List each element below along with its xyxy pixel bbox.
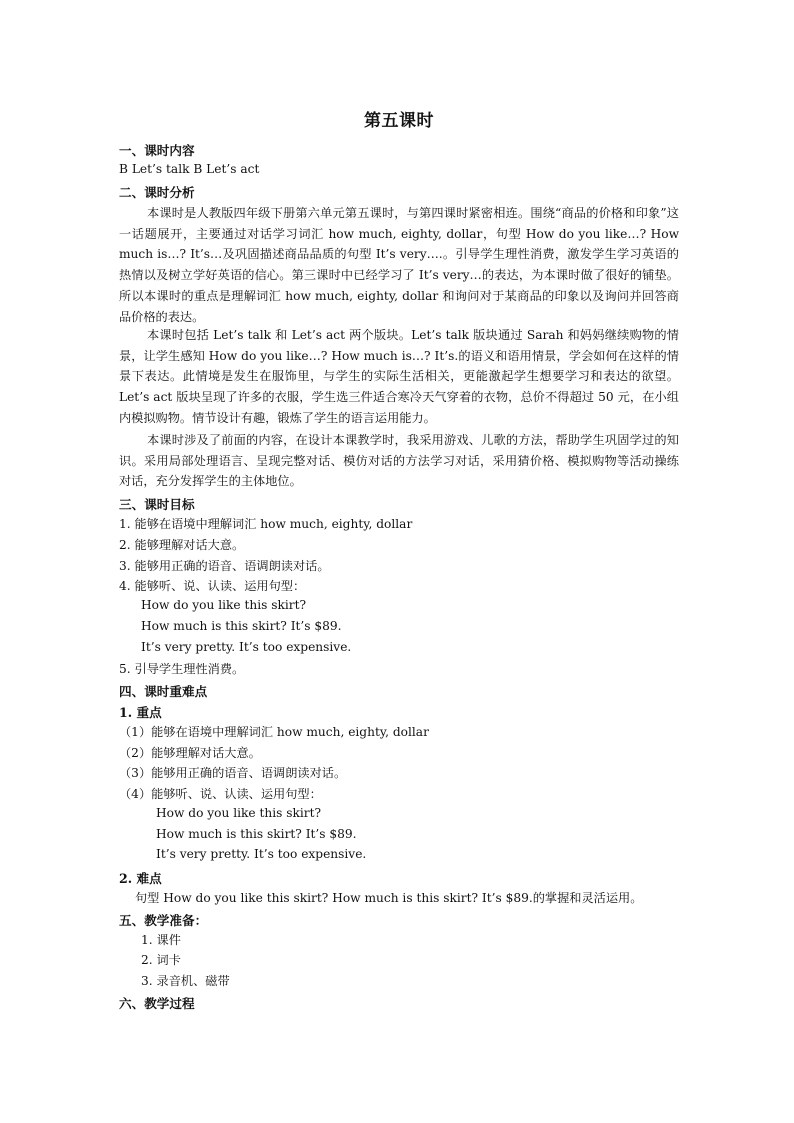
prep-item: 3. 录音机、磁带 bbox=[141, 974, 230, 988]
section-4-heading: 四、课时重难点 bbox=[119, 684, 208, 699]
section-5-heading: 五、教学准备： bbox=[119, 913, 208, 928]
key-point-pattern: It’s very pretty. It’s too expensive. bbox=[156, 847, 367, 861]
section-3-heading: 三、课时目标 bbox=[119, 497, 195, 512]
objective-item: 3. 能够用正确的语音、语调朗读对话。 bbox=[119, 559, 330, 573]
key-point-item: （3）能够用正确的语音、语调朗读对话。 bbox=[119, 766, 347, 780]
prep-item: 2. 词卡 bbox=[141, 953, 181, 967]
objective-item: 2. 能够理解对话大意。 bbox=[119, 538, 245, 552]
prep-item: 1. 课件 bbox=[141, 933, 181, 947]
objective-item: 4. 能够听、说、认读、运用句型： bbox=[119, 579, 306, 593]
key-points-heading: 1. 重点 bbox=[119, 705, 162, 720]
key-point-item: （1）能够在语境中理解词汇 how much, eighty, dollar bbox=[119, 725, 429, 739]
para-1-text: 本课时是人教版四年级下册第六单元第五课时，与第四课时紧密相连。围绕“商品的价格和印象”这一话题展开，主要通过对话学习词汇 how much, eighty, dollar，句型 How do you like…? How much is…? It’s…及巩固描述商品品质的句型 It’s very….。引导学生理性消费，激发学生学习英语的热情以及树立学好英语的信心。第三课时中已经学习了 It’s very…的表达，为本课时做了很好的铺垫。所以本课时的重点是理解词汇 how much, eighty, dollar 和询问对于某商品的印象以及询问并回答商品价格的表达。 bbox=[119, 206, 679, 324]
key-point-pattern: How much is this skirt? It’s $89. bbox=[156, 827, 357, 841]
objective-pattern: How do you like this skirt? bbox=[141, 598, 307, 612]
difficulty-heading: 2. 难点 bbox=[119, 871, 162, 886]
para-3-text: 本课时涉及了前面的内容，在设计本课教学时，我采用游戏、儿歌的方法，帮助学生巩固学过的知识。采用局部处理语言、呈现完整对话、模仿对话的方法学习对话，采用猜价格、模拟购物等活动操练对话，充分发挥学生的主体地位。 bbox=[119, 433, 679, 489]
section-6-heading: 六、教学过程 bbox=[119, 996, 195, 1011]
para-2-text: 本课时包括 Let’s talk 和 Let’s act 两个版块。Let’s talk 版块通过 Sarah 和妈妈继续购物的情景，让学生感知 How do you like…? How much is…? It’s.的语义和语用情景，学会如何在这样的情景下表达。此情境是发生在服饰里，与学生的实际生活相关，更能激起学生想要学习和表达的欲望。Let’s act 版块呈现了许多的衣服，学生选三件适合寒冷天气穿着的衣物，总价不得超过 50 元，在小组内模拟购物。情节设计有趣，锻炼了学生的语言运用能力。 bbox=[119, 328, 679, 425]
difficulty-text: 句型 How do you like this skirt? How much is this skirt? It’s $89.的掌握和灵活运用。 bbox=[135, 891, 643, 905]
page-title: 第五课时 bbox=[364, 111, 434, 131]
section-2-heading: 二、课时分析 bbox=[119, 185, 195, 200]
objective-item: 5. 引导学生理性消费。 bbox=[119, 662, 245, 676]
objective-item: 1. 能够在语境中理解词汇 how much, eighty, dollar bbox=[119, 517, 413, 531]
section-2-paragraph-2 bbox=[119, 325, 679, 429]
section-1-heading: 一、课时内容 bbox=[119, 143, 195, 158]
key-point-pattern: How do you like this skirt? bbox=[156, 806, 322, 820]
objective-pattern: How much is this skirt? It’s $89. bbox=[141, 619, 342, 633]
key-point-item: （2）能够理解对话大意。 bbox=[119, 746, 261, 760]
section-1-content: B Let’s talk B Let’s act bbox=[119, 162, 260, 176]
objective-pattern: It’s very pretty. It’s too expensive. bbox=[141, 640, 352, 654]
section-2-paragraph-3 bbox=[119, 430, 679, 492]
section-2-paragraph-1 bbox=[119, 203, 679, 327]
key-point-item: （4）能够听、说、认读、运用句型： bbox=[119, 787, 322, 801]
